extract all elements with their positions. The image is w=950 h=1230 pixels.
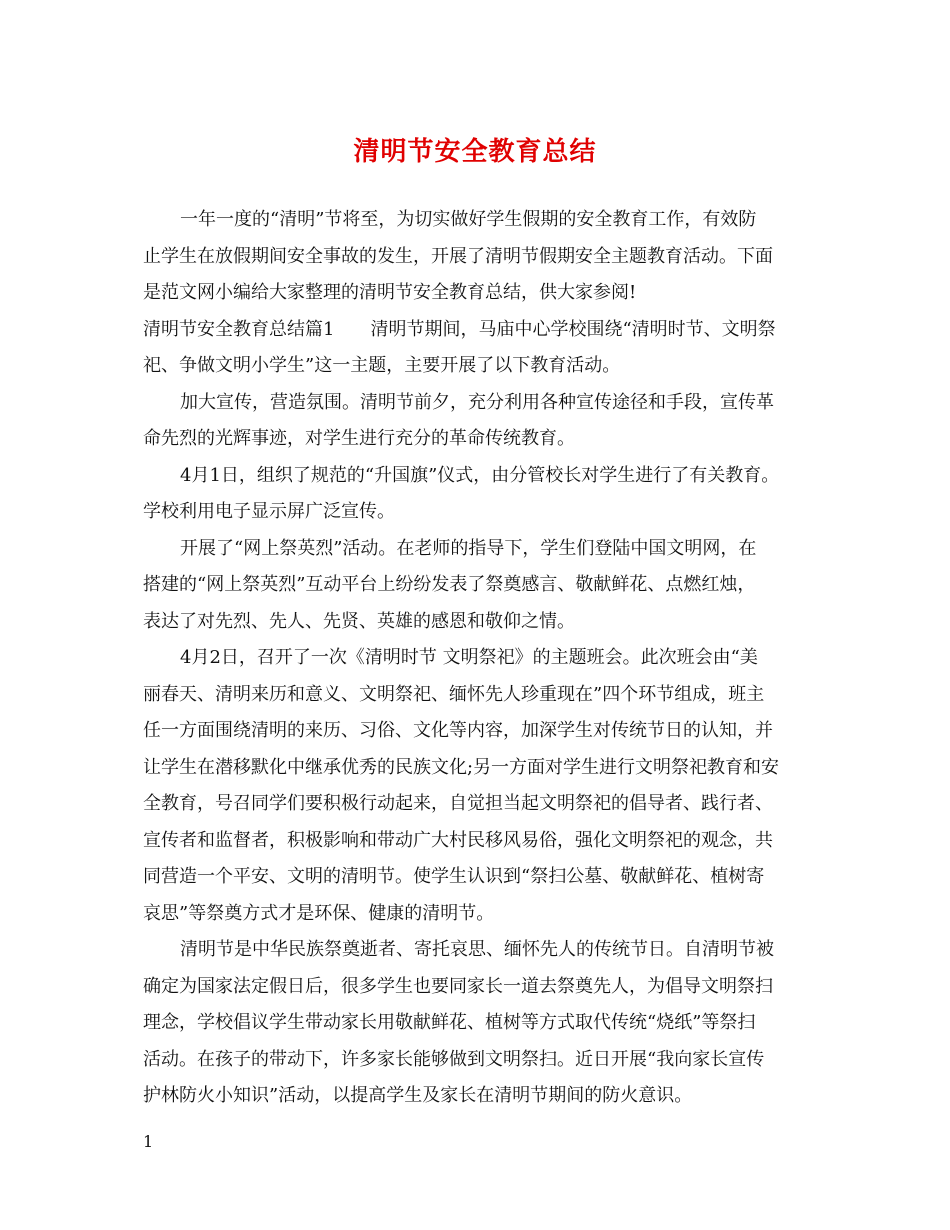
text-line: 开展了“网上祭英烈”活动。在老师的指导下，学生们登陆中国文明网，在: [180, 537, 757, 559]
text-line: 确定为国家法定假日后，很多学生也要同家长一道去祭奠先人，为倡导文明祭扫: [143, 975, 773, 997]
text-line: 4月2日，召开了一次《清明时节 文明祭祀》的主题班会。此次班会由“美: [180, 647, 758, 668]
text-line: 同营造一个平安、文明的清明节。使学生认识到“祭扫公墓、敬献鲜花、植树寄: [143, 866, 765, 887]
text-line: 加大宣传，营造氛围。清明节前夕，充分利用各种宣传途径和手段，宣传革: [180, 391, 774, 413]
text-line: 清明节安全教育总结篇1 清明节期间，马庙中心学校围绕“清明时节、文明祭: [143, 318, 776, 340]
text-line: 止学生在放假期间安全事故的发生，开展了清明节假期安全主题教育活动。下面: [143, 245, 773, 267]
text-line: 清明节是中华民族祭奠逝者、寄托哀思、缅怀先人的传统节日。自清明节被: [180, 939, 774, 960]
text-line: 命先烈的光辉事迹，对学生进行充分的革命传统教育。: [143, 428, 575, 449]
text-line: 全教育，号召同学们要积极行动起来，自觉担当起文明祭祀的倡导者、践行者、: [143, 793, 773, 814]
text-line: 搭建的“网上祭英烈”互动平台上纷纷发表了祭奠感言、敬献鲜花、点燃红烛，: [143, 574, 756, 595]
text-line: 活动。在孩子的带动下，许多家长能够做到文明祭扫。近日开展“我向家长宣传: [143, 1048, 765, 1070]
text-line: 护林防火小知识”活动，以提高学生及家长在清明节期间的防火意识。: [143, 1085, 693, 1106]
text-line: 祀、争做文明小学生”这一主题，主要开展了以下教育活动。: [143, 355, 621, 376]
text-line: 任一方面围绕清明的来历、习俗、文化等内容，加深学生对传统节日的认知，并: [143, 720, 773, 741]
document-title: 清明节安全教育总结: [353, 137, 597, 167]
text-line: 学校利用电子显示屏广泛宣传。: [143, 501, 395, 522]
text-line: 一年一度的“清明”节将至，为切实做好学生假期的安全教育工作，有效防: [180, 209, 757, 230]
text-line: 丽春天、清明来历和意义、文明祭祀、缅怀先人珍重现在”四个环节组成，班主: [143, 683, 765, 705]
text-line: 哀思”等祭奠方式才是环保、健康的清明节。: [143, 902, 495, 924]
text-line: 是范文网小编给大家整理的清明节安全教育总结，供大家参阅!: [143, 282, 637, 303]
document-body: [143, 202, 823, 1115]
text-line: 让学生在潜移默化中继承优秀的民族文化;另一方面对学生进行文明祭祀教育和安: [143, 756, 780, 778]
text-line: 理念，学校倡议学生带动家长用敬献鲜花、植树等方式取代传统“烧纸”等祭扫: [143, 1012, 756, 1033]
text-line: 表达了对先烈、先人、先贤、英雄的感恩和敬仰之情。: [143, 610, 575, 632]
page-number: 1: [143, 1132, 154, 1151]
text-line: 宣传者和监督者，积极影响和带动广大村民移风易俗，强化文明祭祀的观念，共: [143, 829, 773, 851]
text-line: 4月1日，组织了规范的“升国旗”仪式，由分管校长对学生进行了有关教育。: [180, 464, 780, 486]
